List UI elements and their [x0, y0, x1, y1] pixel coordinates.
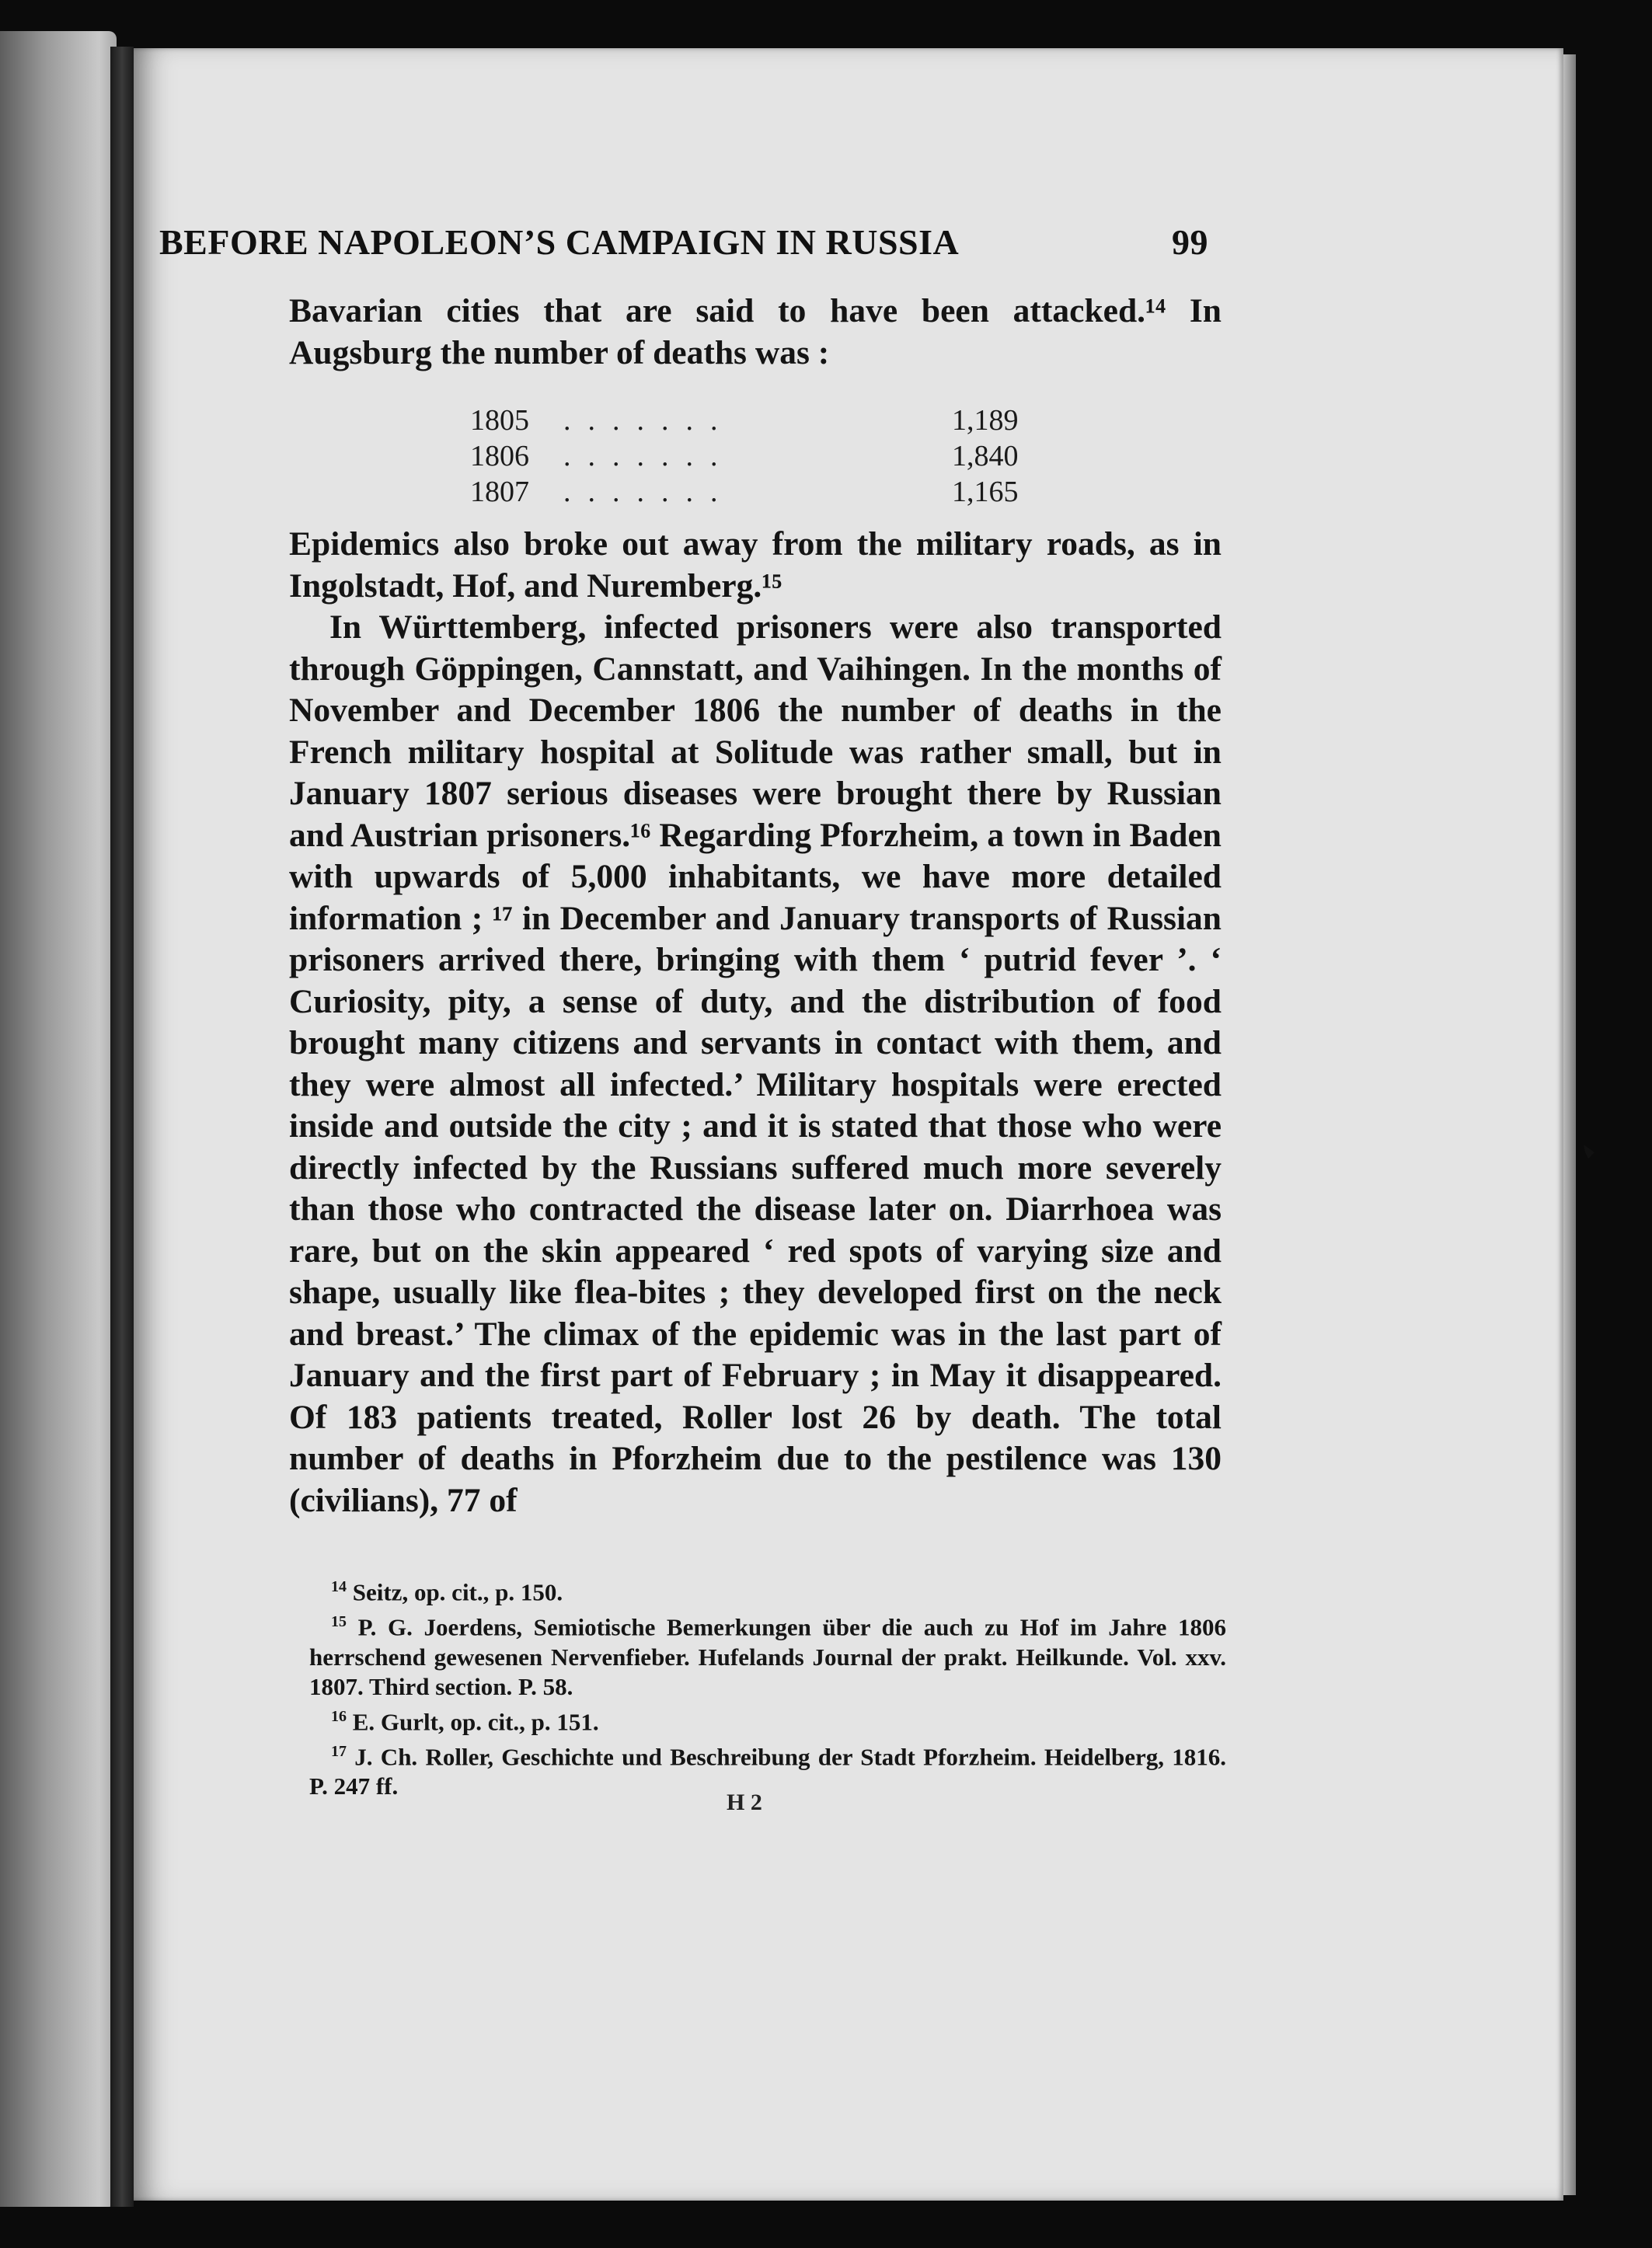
- deaths-value: 1,189: [952, 404, 1019, 437]
- footnote-text: E. Gurlt, op. cit., p. 151.: [352, 1707, 599, 1735]
- deaths-table: [470, 403, 1045, 510]
- footnote-number: 16: [331, 1707, 347, 1725]
- facing-page-edge: [0, 31, 117, 2207]
- page-speck: [1577, 1138, 1608, 1169]
- deaths-row: [470, 474, 1045, 510]
- running-head: [159, 221, 1208, 263]
- leader-dots: .......: [563, 404, 735, 437]
- deaths-year: 1806: [470, 440, 529, 472]
- deaths-year: 1807: [470, 476, 529, 508]
- footnote-number: 17: [331, 1742, 347, 1760]
- deaths-value: 1,165: [952, 476, 1019, 508]
- footnote-number: 14: [331, 1578, 347, 1595]
- deaths-row: [470, 403, 1045, 438]
- leader-dots: .......: [563, 440, 735, 472]
- footnote-text: Seitz, op. cit., p. 150.: [352, 1578, 563, 1606]
- footnote: [309, 1607, 1226, 1701]
- main-text: [289, 524, 1222, 1521]
- footnote-number: 15: [331, 1613, 347, 1631]
- footnote: [309, 1702, 1226, 1737]
- page-number: 99: [1172, 222, 1208, 262]
- footnotes: [309, 1572, 1226, 1801]
- deaths-value: 1,840: [952, 440, 1019, 472]
- footnote: [309, 1572, 1226, 1607]
- signature-mark: H 2: [727, 1790, 762, 1815]
- paragraph-wurttemberg: In Württemberg, infected prisoners were also transported through Göppingen, Cannstatt, and Vaihingen. In the months of November and December 1806 the number of deaths in the French military hospital at Solitude was rather small, but in January 1807 serious diseases were brought there by Russian and Austrian prisoners.¹⁶ Regarding Pforzheim, a town in Baden with upwards of 5,000 inhabitants, we have more detailed information ; ¹⁷ in December and January transports of Russian prisoners arrived there, bringing with them ‘ putrid fever ’. ‘ Curiosity, pity, a sense of duty, and the distribution of food brought many citizens and servants in contact with them, and they were almost all infected.’ Military hospitals were erected inside and outside the city ; and it is stated that those who were directly infected by the Russians suffered much more severely than those who contracted the disease later on. Diarrhoea was rare, but on the skin appeared ‘ red spots of varying size and shape, usually like flea-bites ; they developed first on the neck and breast.’ The climax of the epidemic was in the last part of January and the first part of February ; in May it disappeared. Of 183 patients treated, Roller lost 26 by death. The total number of deaths in Pforzheim due to the pestilence was 130 (civilians), 77 of: [289, 608, 1222, 1519]
- deaths-row: [470, 438, 1045, 474]
- leader-dots: .......: [563, 476, 735, 508]
- footnote-text: P. G. Joerdens, Semiotische Bemerkungen über die auch zu Hof im Jahre 1806 herrschend gewesenen Nervenfieber. Hufelands Journal der prakt. Heilkunde. Vol. xxv. 1807. Third section. P. 58.: [309, 1613, 1226, 1700]
- footnote-text: J. Ch. Roller, Geschichte und Beschreibung der Stadt Pforzheim. Heidelberg, 1816. P. 247 ff.: [309, 1743, 1226, 1800]
- intro-paragraph: [289, 291, 1222, 374]
- deaths-year: 1805: [470, 404, 529, 437]
- running-head-title: BEFORE NAPOLEON’S CAMPAIGN IN RUSSIA: [159, 222, 960, 262]
- paragraph-epidemics: Epidemics also broke out away from the military roads, as in Ingolstadt, Hof, and Nuremberg.¹⁵: [289, 525, 1222, 605]
- intro-text: Bavarian cities that are said to have been attacked.¹⁴ In Augsburg the number of deaths was :: [289, 292, 1222, 371]
- book-gutter: [110, 47, 134, 2207]
- footnote: [309, 1737, 1226, 1801]
- page-fore-edge: [1563, 54, 1576, 2195]
